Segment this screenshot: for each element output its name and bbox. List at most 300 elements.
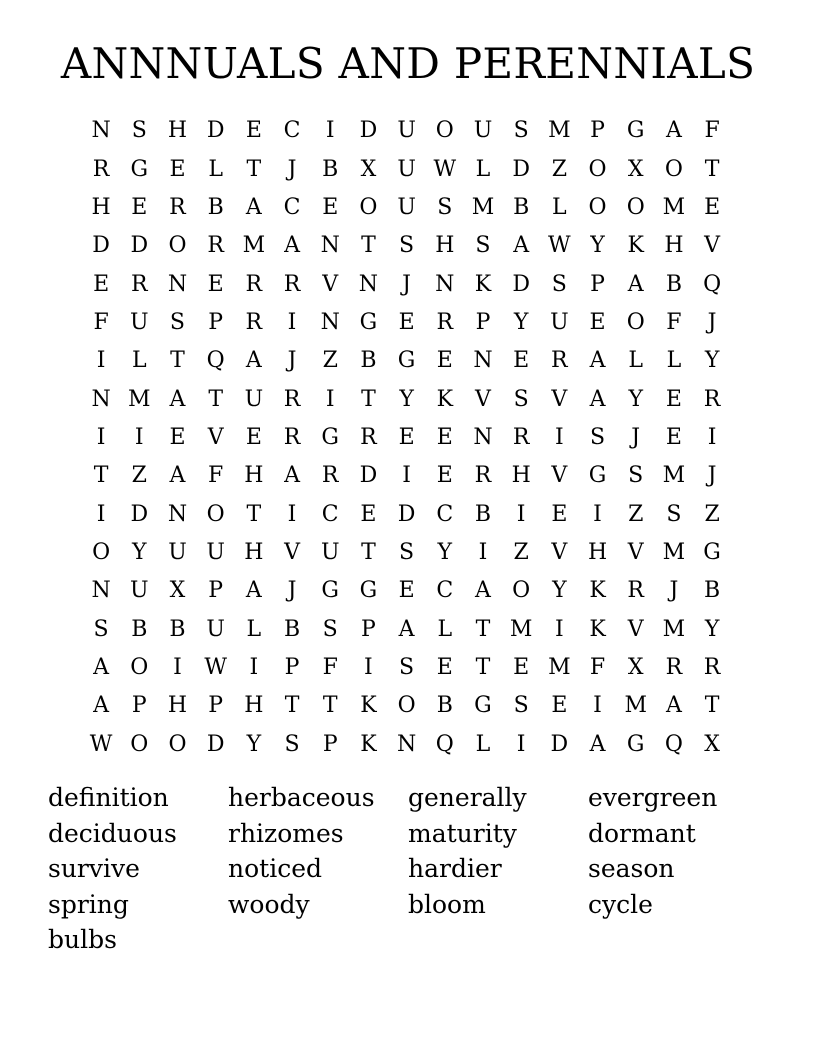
grid-letter: D [130, 501, 149, 527]
grid-letter: L [666, 348, 682, 374]
grid-letter: S [399, 654, 415, 680]
grid-letter: B [704, 578, 721, 604]
grid-letter: A [93, 654, 110, 680]
grid-letter: R [512, 424, 530, 450]
grid-letter: H [435, 233, 455, 259]
grid-letter: M [662, 539, 686, 565]
grid-letter: A [245, 578, 262, 604]
grid-letter: A [398, 616, 415, 642]
grid-letter: Q [435, 731, 454, 757]
grid-letter: F [666, 309, 682, 335]
grid-letter: X [704, 731, 720, 757]
grid-letter: B [131, 616, 148, 642]
grid-letter: G [130, 156, 149, 182]
grid-letter: B [474, 501, 492, 527]
grid-letter: K [589, 578, 606, 604]
word-list-item: bloom [408, 889, 486, 919]
grid-letter: D [512, 271, 530, 297]
grid-letter: I [287, 309, 297, 335]
grid-letter: E [551, 693, 568, 719]
grid-letter: J [707, 463, 717, 489]
grid-letter: H [167, 118, 188, 144]
grid-letter: N [435, 271, 455, 297]
grid-letter: B [513, 194, 530, 220]
grid-letter: M [624, 693, 647, 719]
grid-letter: C [283, 118, 301, 144]
grid-letter: C [436, 501, 454, 527]
grid-letter: W [89, 731, 113, 757]
word-list-item: survive [48, 854, 140, 884]
grid-letter: N [396, 731, 417, 757]
grid-letter: B [207, 194, 224, 220]
grid-letter: F [208, 463, 224, 489]
grid-letter: A [589, 731, 606, 757]
grid-letter: L [475, 156, 491, 182]
grid-letter: V [207, 424, 224, 450]
grid-letter: R [551, 348, 568, 374]
grid-letter: P [475, 309, 491, 335]
grid-letter: U [397, 194, 416, 220]
grid-letter: J [287, 578, 297, 604]
grid-letter: K [436, 386, 453, 412]
grid-letter: O [397, 693, 416, 719]
grid-letter: F [704, 118, 720, 144]
grid-letter: E [665, 424, 682, 450]
grid-letter: O [130, 654, 149, 680]
grid-letter: N [320, 309, 340, 335]
grid-letter: O [206, 501, 225, 527]
grid-letter: H [244, 539, 264, 565]
grid-letter: I [96, 501, 106, 527]
grid-letter: Q [703, 271, 722, 297]
grid-letter: S [551, 271, 567, 297]
grid-letter: H [244, 693, 264, 719]
grid-letter: T [361, 233, 376, 259]
word-list-item: bulbs [48, 925, 117, 955]
grid-letter: L [208, 156, 223, 182]
grid-letter: E [398, 578, 415, 604]
grid-letter: B [436, 693, 453, 719]
grid-letter: E [245, 424, 262, 450]
grid-letter: T [704, 156, 720, 182]
grid-letter: I [593, 693, 602, 719]
grid-letter: B [283, 616, 301, 642]
grid-letter: O [168, 233, 187, 259]
word-list-item: season [588, 854, 675, 884]
grid-letter: B [360, 348, 377, 374]
grid-letter: P [361, 616, 376, 642]
grid-letter: A [284, 463, 300, 489]
grid-letter: V [551, 539, 568, 565]
word-list-item: noticed [228, 854, 322, 884]
grid-letter: V [551, 386, 568, 412]
grid-letter: W [433, 156, 457, 182]
grid-letter: S [399, 233, 415, 259]
grid-letter: B [322, 156, 339, 182]
word-list-item: herbaceous [228, 783, 375, 812]
grid-letter: B [169, 616, 186, 642]
grid-letter: O [588, 156, 607, 182]
grid-letter: W [548, 233, 571, 259]
grid-letter: V [627, 539, 644, 565]
grid-letter: A [665, 118, 682, 144]
grid-letter: L [552, 194, 567, 220]
grid-letter: K [360, 693, 377, 719]
grid-letter: I [325, 386, 335, 412]
grid-letter: A [627, 271, 644, 297]
grid-letter: Z [628, 501, 644, 527]
grid-letter: R [283, 271, 301, 297]
grid-letter: E [436, 348, 453, 374]
grid-letter: H [511, 463, 531, 489]
grid-letter: N [473, 348, 493, 374]
grid-letter: K [627, 233, 644, 259]
grid-letter: T [93, 463, 109, 489]
grid-letter: D [359, 463, 378, 489]
word-list [48, 780, 768, 958]
grid-letter: A [665, 693, 682, 719]
grid-letter: I [593, 501, 602, 527]
word-list-item: maturity [408, 818, 517, 848]
grid-letter: X [169, 578, 186, 604]
grid-letter: O [435, 118, 454, 144]
grid-letter: J [402, 271, 411, 297]
grid-letter: F [93, 309, 109, 335]
grid-letter: M [662, 463, 686, 489]
page-title: ANNNUALS AND PERENNIALS [60, 39, 756, 88]
grid-letter: V [322, 271, 339, 297]
grid-letter: T [322, 693, 338, 719]
grid-letter: G [397, 348, 416, 374]
grid-letter: Q [206, 348, 225, 374]
grid-letter: T [475, 616, 491, 642]
word-list-item: woody [228, 889, 310, 919]
grid-letter: R [245, 271, 263, 297]
grid-letter: T [208, 386, 223, 412]
grid-letter: E [665, 386, 682, 412]
grid-letter: K [360, 731, 377, 757]
grid-letter: I [478, 539, 488, 565]
grid-letter: O [664, 156, 683, 182]
grid-letter: V [627, 616, 644, 642]
grid-letter: L [437, 616, 453, 642]
grid-letter: U [473, 118, 493, 144]
grid-letter: I [554, 424, 564, 450]
grid-letter: E [436, 424, 453, 450]
grid-letter: Z [513, 539, 529, 565]
grid-letter: N [167, 501, 188, 527]
grid-letter: I [134, 424, 144, 450]
grid-letter: J [669, 578, 679, 604]
grid-letter: X [627, 156, 644, 182]
grid-letter: O [512, 578, 531, 604]
grid-letter: U [130, 578, 149, 604]
grid-letter: V [551, 463, 568, 489]
grid-letter: R [360, 424, 377, 450]
grid-letter: P [322, 731, 338, 757]
grid-letter: E [169, 156, 186, 182]
grid-letter: T [246, 156, 262, 182]
grid-letter: E [93, 271, 110, 297]
grid-letter: S [513, 386, 529, 412]
grid-letter: M [548, 118, 571, 144]
grid-letter: I [96, 424, 106, 450]
grid-letter: J [707, 309, 717, 335]
grid-letter: R [627, 578, 644, 604]
grid-letter: R [92, 156, 110, 182]
grid-letter: R [130, 271, 148, 297]
grid-letter: I [516, 731, 526, 757]
grid-letter: E [207, 271, 224, 297]
grid-letter: G [359, 309, 378, 335]
grid-letter: G [359, 578, 378, 604]
grid-letter: T [170, 348, 185, 374]
word-list-item: cycle [588, 889, 653, 919]
grid-letter: K [589, 616, 606, 642]
grid-letter: S [169, 309, 185, 335]
grid-letter: A [589, 386, 606, 412]
word-list-item: dormant [588, 818, 696, 848]
grid-letter: U [320, 539, 340, 565]
grid-letter: E [551, 501, 568, 527]
grid-letter: D [92, 233, 110, 259]
grid-letter: H [167, 693, 188, 719]
grid-letter: C [321, 501, 339, 527]
grid-letter: D [130, 233, 149, 259]
grid-letter: L [131, 348, 147, 374]
grid-letter: E [169, 424, 186, 450]
grid-letter: Y [590, 233, 605, 259]
grid-letter: O [168, 731, 187, 757]
grid-letter: M [128, 386, 151, 412]
word-list-item: rhizomes [228, 818, 344, 848]
grid-letter: V [284, 539, 300, 565]
grid-letter: D [512, 156, 530, 182]
grid-letter: M [548, 654, 571, 680]
grid-letter: U [397, 156, 416, 182]
grid-letter: U [206, 616, 225, 642]
grid-letter: T [704, 693, 720, 719]
grid-letter: S [131, 118, 147, 144]
grid-letter: J [287, 348, 297, 374]
grid-letter: U [550, 309, 569, 335]
grid-letter: E [360, 501, 377, 527]
grid-letter: R [321, 463, 339, 489]
grid-letter: P [208, 693, 224, 719]
grid-letter: T [246, 501, 262, 527]
grid-letter: R [436, 309, 454, 335]
grid-letter: A [284, 233, 300, 259]
grid-letter: E [398, 424, 415, 450]
grid-letter: Z [131, 463, 147, 489]
grid-letter: T [475, 654, 491, 680]
grid-letter: B [665, 271, 682, 297]
grid-letter: G [703, 539, 721, 565]
grid-letter: H [244, 463, 264, 489]
grid-letter: A [245, 194, 262, 220]
word-list-item: spring [48, 889, 129, 919]
grid-letter: N [91, 578, 111, 604]
grid-letter: Y [246, 731, 262, 757]
grid-letter: F [322, 654, 338, 680]
grid-letter: R [245, 309, 263, 335]
grid-letter: Z [704, 501, 720, 527]
grid-letter: E [513, 654, 530, 680]
grid-letter: V [475, 386, 491, 412]
grid-letter: R [283, 386, 301, 412]
grid-letter: E [322, 194, 339, 220]
grid-letter: M [509, 616, 533, 642]
grid-letter: N [167, 271, 188, 297]
grid-letter: L [246, 616, 262, 642]
grid-letter: D [397, 501, 416, 527]
grid-letter: A [169, 463, 186, 489]
grid-letter: I [96, 348, 106, 374]
grid-letter: S [628, 463, 644, 489]
grid-letter: G [626, 118, 645, 144]
grid-letter: P [131, 693, 147, 719]
grid-letter: R [703, 654, 721, 680]
grid-letter: U [397, 118, 416, 144]
grid-letter: Y [513, 309, 529, 335]
grid-letter: U [168, 539, 187, 565]
grid-letter: J [287, 156, 297, 182]
grid-letter: I [707, 424, 717, 450]
grid-letter: E [245, 118, 262, 144]
grid-letter: O [626, 309, 645, 335]
grid-letter: C [283, 194, 301, 220]
grid-letter: N [473, 424, 493, 450]
grid-letter: T [284, 693, 300, 719]
grid-letter: R [703, 386, 721, 412]
grid-letter: E [704, 194, 721, 220]
grid-letter: T [361, 386, 376, 412]
grid-letter: P [590, 118, 605, 144]
grid-letter: X [627, 654, 644, 680]
grid-letter: S [513, 118, 529, 144]
grid-letter: I [173, 654, 182, 680]
word-list-item: hardier [408, 854, 502, 884]
grid-letter: Y [552, 578, 567, 604]
grid-letter: J [631, 424, 641, 450]
grid-letter: I [516, 501, 526, 527]
grid-letter: I [287, 501, 297, 527]
grid-letter: R [665, 654, 683, 680]
grid-letter: U [244, 386, 264, 412]
grid-letter: D [206, 118, 225, 144]
grid-letter: A [169, 386, 186, 412]
word-list-item: deciduous [48, 818, 177, 848]
grid-letter: D [206, 731, 225, 757]
grid-letter: E [436, 654, 453, 680]
grid-letter: O [130, 731, 149, 757]
grid-letter: U [206, 539, 225, 565]
grid-letter: P [208, 309, 224, 335]
grid-letter: O [359, 194, 378, 220]
grid-letter: P [590, 271, 605, 297]
grid-letter: O [588, 194, 607, 220]
letter-grid [82, 112, 731, 764]
grid-letter: S [399, 539, 415, 565]
grid-letter: I [402, 463, 411, 489]
grid-letter: P [208, 578, 224, 604]
grid-letter: T [361, 539, 376, 565]
grid-letter: A [475, 578, 491, 604]
grid-letter: R [474, 463, 492, 489]
grid-letter: S [475, 233, 491, 259]
grid-letter: Y [704, 348, 720, 374]
word-list-item: definition [48, 783, 169, 812]
grid-letter: Z [322, 348, 338, 374]
grid-letter: N [320, 233, 340, 259]
grid-letter: W [204, 654, 227, 680]
grid-letter: M [662, 616, 686, 642]
grid-letter: U [130, 309, 149, 335]
grid-letter: S [589, 424, 606, 450]
grid-letter: N [91, 386, 111, 412]
grid-letter: X [360, 156, 377, 182]
grid-letter: F [589, 654, 606, 680]
grid-letter: S [437, 194, 453, 220]
grid-letter: M [662, 194, 686, 220]
grid-letter: O [626, 194, 645, 220]
grid-letter: V [704, 233, 721, 259]
grid-letter: A [93, 693, 110, 719]
grid-letter: Y [628, 386, 643, 412]
grid-letter: R [283, 424, 301, 450]
grid-letter: G [626, 731, 645, 757]
grid-letter: Y [399, 386, 414, 412]
grid-letter: S [284, 731, 300, 757]
grid-letter: K [474, 271, 492, 297]
grid-letter: S [93, 616, 109, 642]
grid-letter: D [550, 731, 569, 757]
grid-letter: A [589, 348, 606, 374]
grid-letter: P [284, 654, 300, 680]
grid-letter: Z [551, 156, 567, 182]
grid-letter: E [589, 309, 606, 335]
grid-letter: S [513, 693, 529, 719]
grid-letter: A [513, 233, 530, 259]
grid-letter: A [245, 348, 262, 374]
grid-letter: E [436, 463, 453, 489]
grid-letter: D [359, 118, 378, 144]
word-list-item: generally [408, 783, 527, 812]
grid-letter: N [91, 118, 111, 144]
grid-letter: H [664, 233, 684, 259]
grid-letter: H [587, 539, 608, 565]
grid-letter: H [91, 194, 111, 220]
grid-letter: E [398, 309, 415, 335]
grid-letter: L [475, 731, 491, 757]
grid-letter: Y [437, 539, 453, 565]
grid-letter: S [666, 501, 682, 527]
grid-letter: Q [664, 731, 683, 757]
grid-letter: G [321, 578, 339, 604]
grid-letter: M [242, 233, 266, 259]
grid-letter: I [364, 654, 373, 680]
grid-letter: S [322, 616, 338, 642]
grid-letter: G [588, 463, 607, 489]
grid-letter: O [92, 539, 111, 565]
grid-letter: L [628, 348, 644, 374]
grid-letter: G [474, 693, 492, 719]
grid-letter: N [358, 271, 379, 297]
word-list-item: evergreen [588, 783, 718, 812]
grid-letter: E [513, 348, 530, 374]
grid-letter: R [169, 194, 186, 220]
grid-letter: I [554, 616, 564, 642]
